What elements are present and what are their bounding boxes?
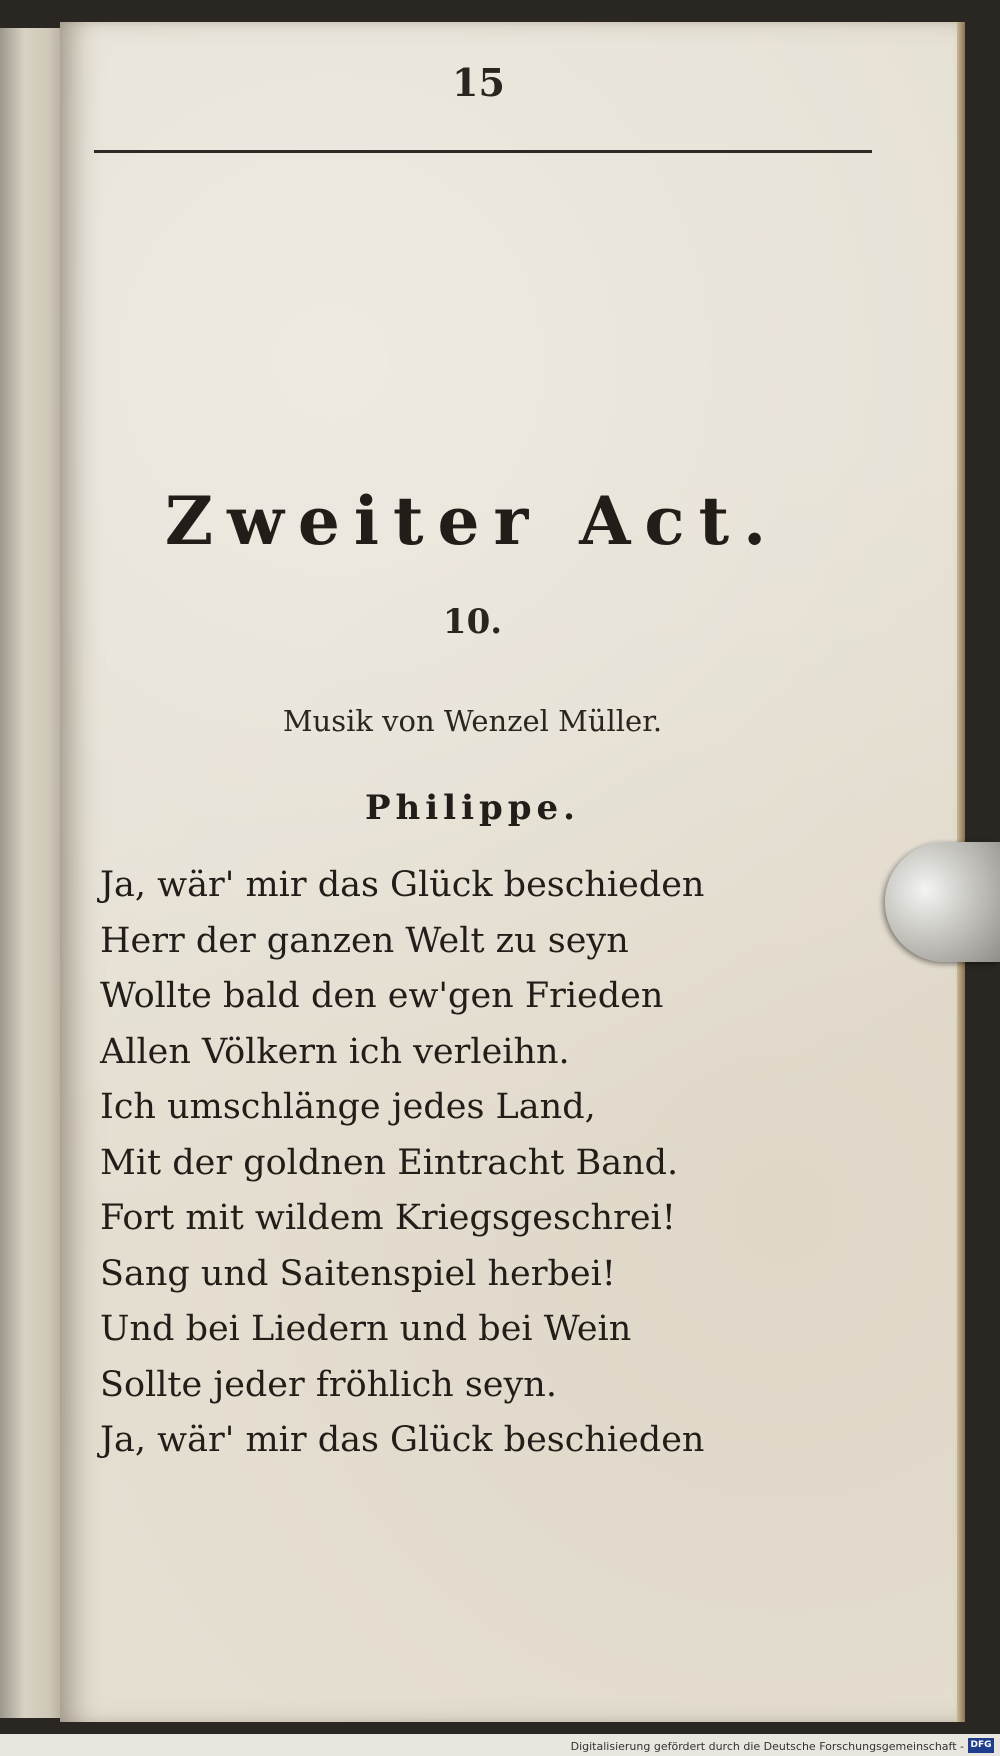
verse-line: Mit der goldnen Eintracht Band. [100, 1142, 679, 1183]
verse-line: Wollte bald den ew'gen Frieden [100, 976, 664, 1016]
verse-line: Ja, wär' mir das Glück beschieden [100, 1420, 705, 1460]
page-number: 15 [452, 60, 505, 105]
speaker-name: Philippe. [364, 788, 581, 828]
verse-line: Ja, wär' mir das Glück beschieden [100, 865, 705, 905]
dfg-badge: DFG [968, 1738, 994, 1753]
verse-line: Und bei Liedern und bei Wein [100, 1309, 632, 1349]
scene-number: 10. [442, 602, 503, 642]
music-credit: Musik von Wenzel Müller. [282, 704, 663, 738]
act-title: Zweiter Act. [164, 482, 781, 560]
verse [100, 858, 800, 1469]
footer-strip [0, 1734, 1000, 1756]
verse-line: Fort mit wildem Kriegsgeschrei! [100, 1198, 676, 1238]
verse-line: Sang und Saitenspiel herbei! [100, 1253, 616, 1294]
digitization-credit: Digitalisierung gefördert durch die Deutsche Forschungsgemeinschaft - [570, 1740, 964, 1753]
page-clip [885, 842, 1000, 962]
verse-line: Allen Völkern ich verleihn. [100, 1031, 570, 1072]
verse-line: Sollte jeder fröhlich seyn. [100, 1364, 557, 1405]
header-rule [94, 150, 872, 153]
verse-line: Ich umschlänge jedes Land, [100, 1087, 596, 1127]
verse-line: Herr der ganzen Welt zu seyn [100, 920, 629, 961]
book-page [60, 22, 965, 1722]
